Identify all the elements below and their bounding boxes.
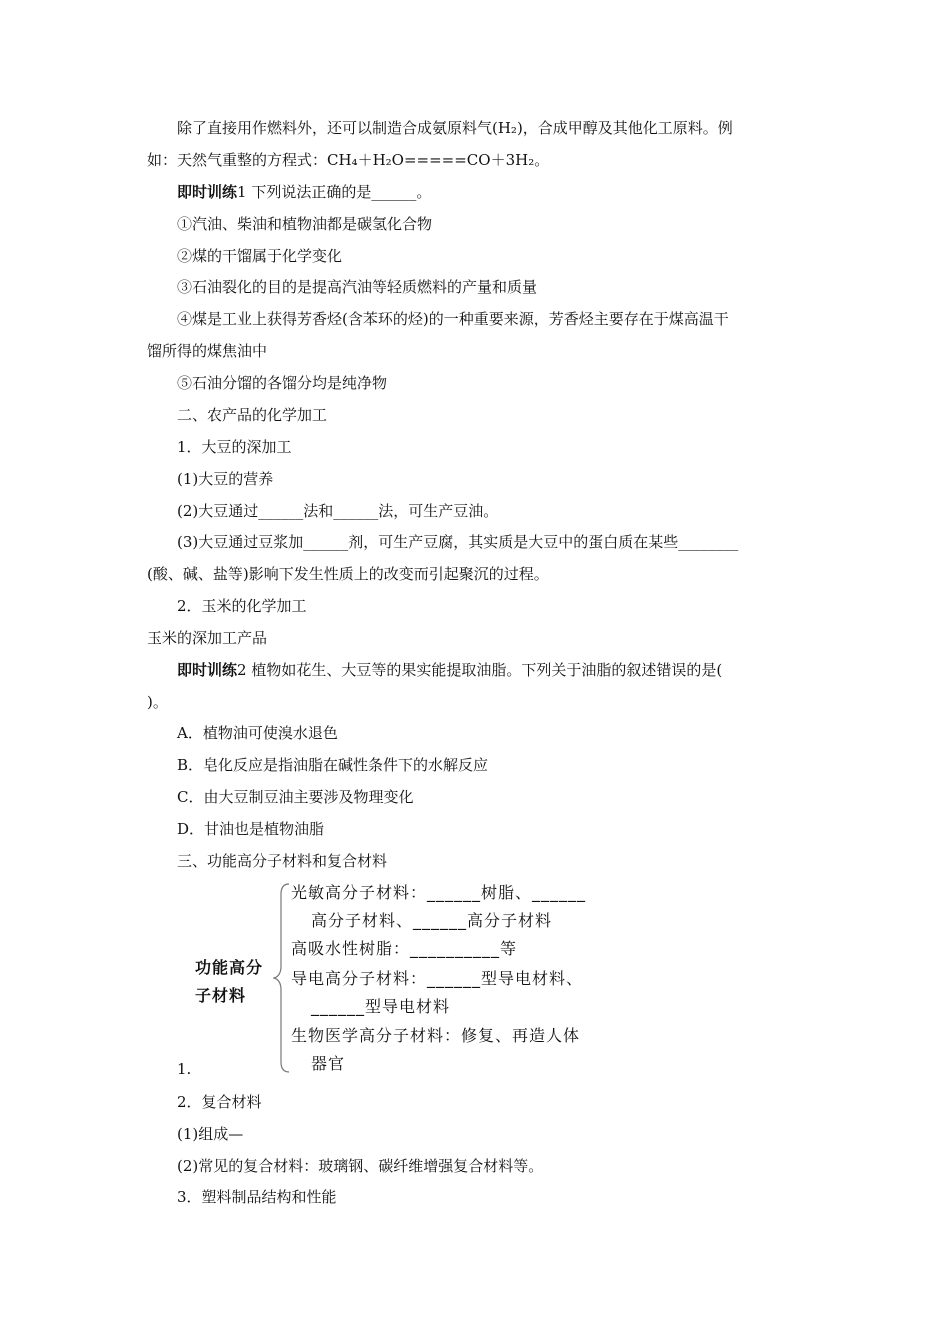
paragraph-line: (2)大豆通过______法和______法，可生产豆油。 bbox=[177, 502, 499, 520]
diagram-item: 生物医学高分子材料：修复、再造人体 bbox=[291, 1026, 581, 1045]
option-line: ②煤的干馏属于化学变化 bbox=[177, 247, 343, 265]
choice-a: A．植物油可使溴水退色 bbox=[177, 724, 338, 742]
list-number: 1. bbox=[177, 1060, 192, 1078]
paragraph-line: 如：天然气重整的方程式：CH₄＋H₂O=====CO＋3H₂。 bbox=[147, 151, 550, 169]
paragraph-line: (2)常见的复合材料：玻璃钢、碳纤维增强复合材料等。 bbox=[177, 1157, 544, 1175]
diagram-item: 器官 bbox=[311, 1054, 346, 1073]
paragraph-line: )。 bbox=[147, 693, 168, 711]
paragraph-line: 玉米的深加工产品 bbox=[147, 629, 268, 647]
diagram-item: 导电高分子材料：______型导电材料、 bbox=[291, 969, 584, 988]
brace-icon bbox=[273, 880, 293, 1076]
exercise-label: 即时训练 bbox=[177, 661, 238, 679]
option-line: ④煤是工业上获得芳香烃(含苯环的烃)的一种重要来源，芳香烃主要存在于煤高温干 bbox=[177, 310, 729, 328]
choice-d: D．甘油也是植物油脂 bbox=[177, 820, 325, 838]
choice-c: C．由大豆制豆油主要涉及物理变化 bbox=[177, 788, 414, 806]
exercise-text: 1 下列说法正确的是______。 bbox=[237, 183, 432, 201]
diagram-item: 高分子材料、______高分子材料 bbox=[311, 911, 553, 930]
functional-polymer-diagram bbox=[195, 880, 615, 1076]
paragraph-line: (1)组成— bbox=[177, 1125, 244, 1143]
diagram-title: 功能高分 子材料 bbox=[195, 958, 264, 1005]
option-line: 馏所得的煤焦油中 bbox=[147, 342, 268, 360]
exercise-2 bbox=[177, 660, 810, 680]
diagram-item: 光敏高分子材料：______树脂、______ bbox=[291, 883, 587, 902]
section-heading: 三、功能高分子材料和复合材料 bbox=[177, 852, 388, 870]
exercise-1 bbox=[177, 182, 810, 202]
exercise-text: 2 植物如花生、大豆等的果实能提取油脂。下列关于油脂的叙述错误的是( bbox=[237, 661, 723, 679]
diagram-item: ______型导电材料 bbox=[311, 997, 451, 1016]
subsection-heading: 1．大豆的深加工 bbox=[177, 438, 292, 456]
paragraph-line: (1)大豆的营养 bbox=[177, 470, 274, 488]
choice-b: B．皂化反应是指油脂在碱性条件下的水解反应 bbox=[177, 756, 489, 774]
subsection-heading: 2．复合材料 bbox=[177, 1093, 262, 1111]
exercise-label: 即时训练 bbox=[177, 183, 238, 201]
subsection-heading: 2．玉米的化学加工 bbox=[177, 597, 307, 615]
paragraph-line: 除了直接用作燃料外，还可以制造合成氨原料气(H₂)，合成甲醇及其他化工原料。例 bbox=[177, 119, 733, 137]
paragraph-line: (3)大豆通过豆浆加______剂，可生产豆腐，其实质是大豆中的蛋白质在某些________ bbox=[177, 533, 739, 551]
section-heading: 二、农产品的化学加工 bbox=[177, 406, 328, 424]
paragraph-line: (酸、碱、盐等)影响下发生性质上的改变而引起聚沉的过程。 bbox=[147, 565, 549, 583]
subsection-heading: 3．塑料制品结构和性能 bbox=[177, 1188, 337, 1206]
option-line: ①汽油、柴油和植物油都是碳氢化合物 bbox=[177, 215, 433, 233]
diagram-item: 高吸水性树脂：__________等 bbox=[291, 939, 518, 958]
option-line: ③石油裂化的目的是提高汽油等轻质燃料的产量和质量 bbox=[177, 278, 538, 296]
option-line: ⑤石油分馏的各馏分均是纯净物 bbox=[177, 374, 388, 392]
